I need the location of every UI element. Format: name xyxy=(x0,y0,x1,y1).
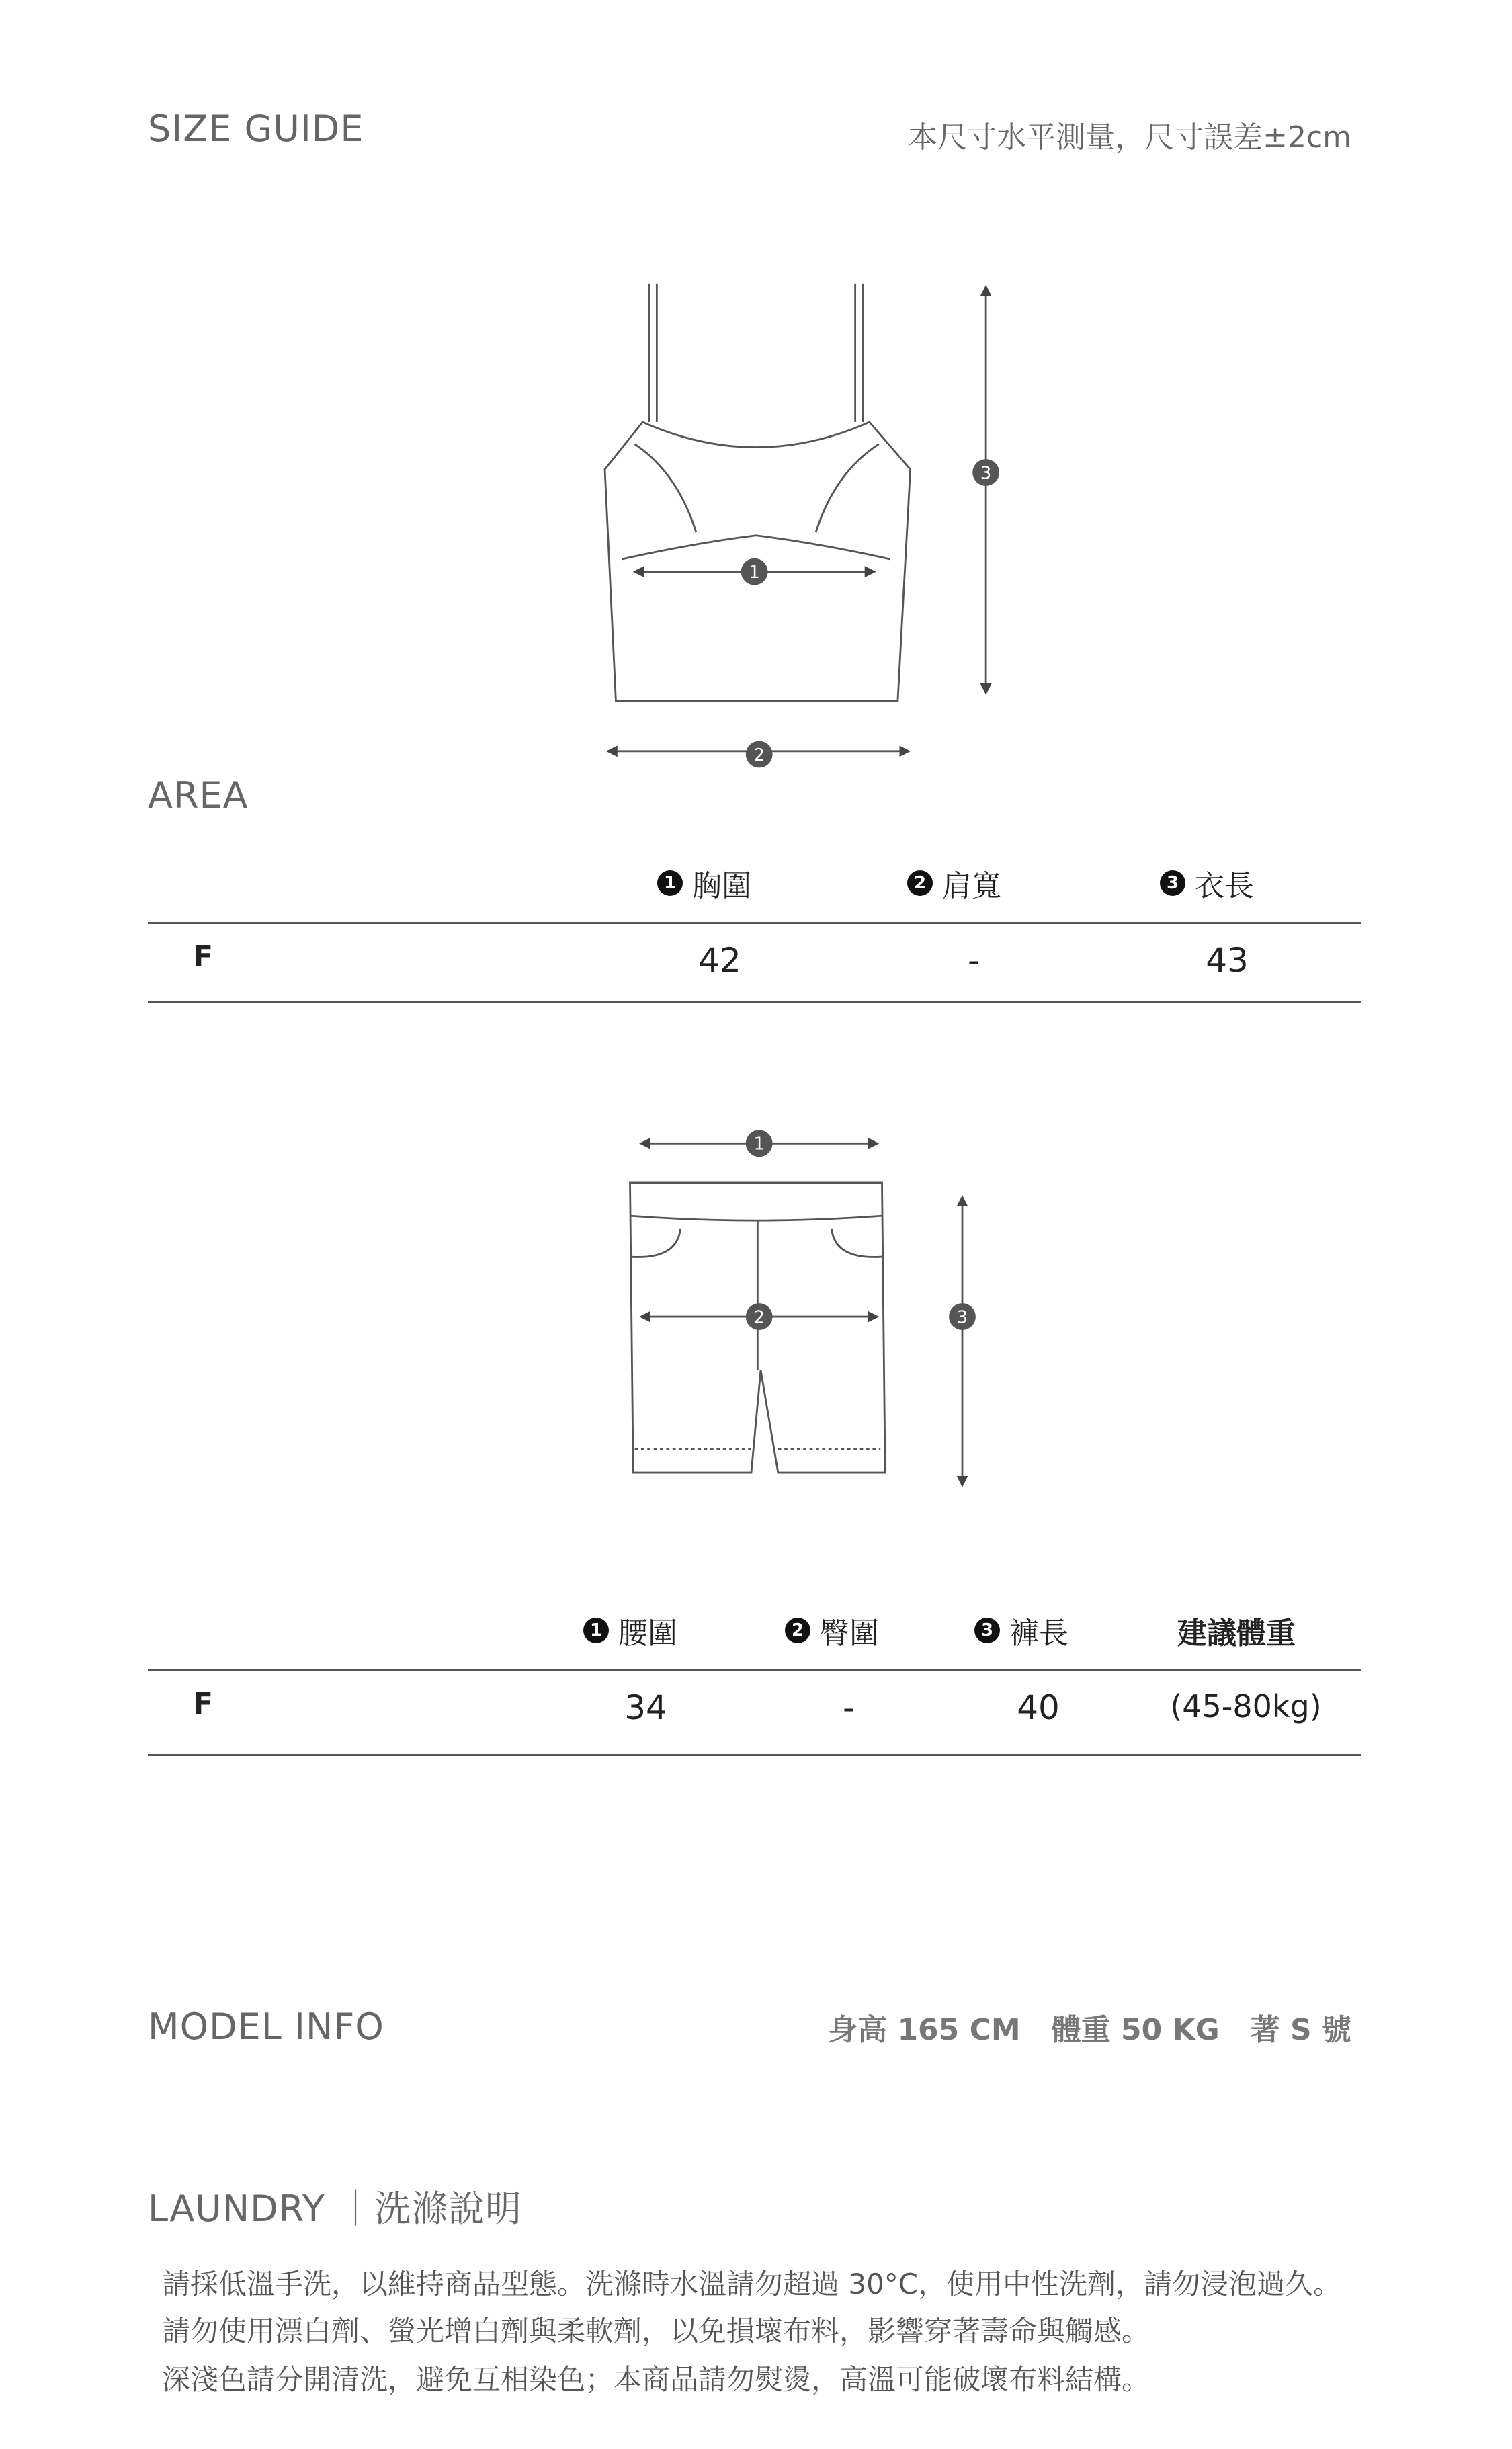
table-divider xyxy=(148,1754,1361,1756)
svg-text:2: 2 xyxy=(753,745,765,765)
hip-value: - xyxy=(842,1688,855,1727)
svg-text:3: 3 xyxy=(956,1307,968,1328)
marker-2-bottom xyxy=(746,1303,773,1330)
laundry-line: 深淺色請分開清洗，避免互相染色；本商品請勿熨燙，高溫可能破壞布料結構。 xyxy=(162,2363,1150,2396)
waist-value: 34 xyxy=(624,1688,667,1727)
pants-length-value: 40 xyxy=(1017,1688,1060,1727)
laundry-title: LAUNDRY ｜洗滌說明 xyxy=(148,2188,522,2230)
shoulder-value: - xyxy=(967,941,980,980)
table-divider xyxy=(148,922,1361,924)
laundry-line: 請採低溫手洗，以維持商品型態。洗滌時水溫請勿超過 30°C，使用中性洗劑，請勿浸泡過久。 xyxy=(162,2268,1342,2300)
weight-value: (45-80kg) xyxy=(1170,1688,1322,1725)
table-divider xyxy=(148,1001,1361,1003)
svg-text:2: 2 xyxy=(753,1307,765,1328)
col-header-length: 3 衣長 xyxy=(1160,862,1254,905)
col-header-pants-length: 3 褲長 xyxy=(974,1609,1068,1652)
svg-text:1: 1 xyxy=(753,1134,765,1155)
page-title: SIZE GUIDE xyxy=(148,108,364,150)
laundry-line: 請勿使用漂白劑、螢光增白劑與柔軟劑，以免損壞布料，影響穿著壽命與觸感。 xyxy=(162,2315,1150,2348)
col-header-bust: 1 胸圍 xyxy=(657,862,751,905)
length-value: 43 xyxy=(1206,941,1249,980)
col-header-shoulder: 2 肩寬 xyxy=(907,862,1001,905)
svg-text:1: 1 xyxy=(749,563,760,583)
measurement-note: 本尺寸水平測量，尺寸誤差±2cm xyxy=(908,120,1351,155)
col-header-hip: 2 臀圍 xyxy=(785,1609,879,1652)
marker-3-bottom xyxy=(949,1303,976,1330)
marker-2-top xyxy=(746,741,773,768)
marker-3-top xyxy=(972,459,999,486)
model-info-details: 身高 165 CM 體重 50 KG 著 S 號 xyxy=(828,2013,1351,2047)
marker-1-bottom xyxy=(746,1130,773,1157)
camisole-diagram xyxy=(605,284,986,751)
size-cell: F xyxy=(192,1687,214,1721)
size-cell: F xyxy=(192,940,214,974)
table-divider xyxy=(148,1669,1361,1671)
shorts-diagram xyxy=(630,1143,962,1485)
col-header-weight: 建議體重 xyxy=(1177,1616,1296,1651)
svg-text:3: 3 xyxy=(980,463,992,484)
model-info-title: MODEL INFO xyxy=(148,2005,384,2048)
bust-value: 42 xyxy=(698,941,741,980)
col-header-waist: 1 腰圍 xyxy=(583,1609,677,1652)
area-label: AREA xyxy=(148,774,249,817)
marker-1-top xyxy=(741,558,768,585)
